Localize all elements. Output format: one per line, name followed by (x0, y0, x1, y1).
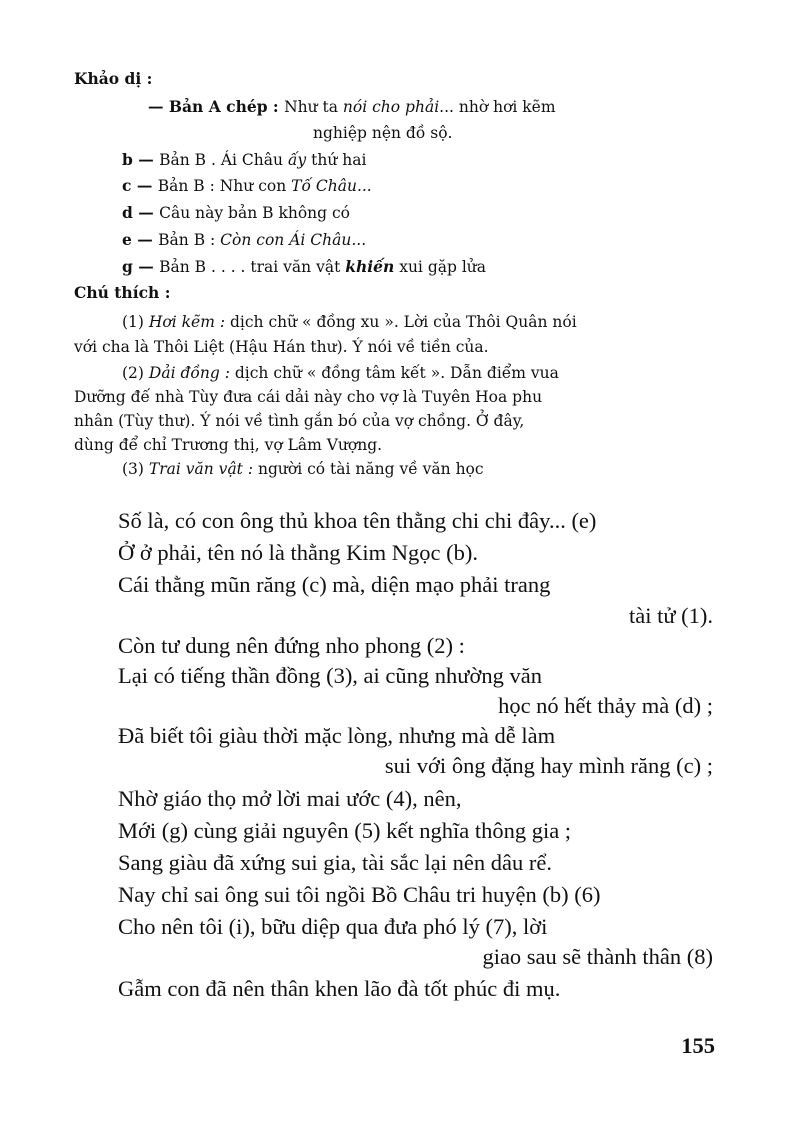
variant-g-post: xui gặp lửa (394, 258, 487, 276)
notes-heading: Chú thích : (74, 283, 171, 302)
variant-d (122, 200, 350, 226)
variant-e-prefix: e — (122, 230, 159, 249)
verse-line-6: Đã biết tôi giàu thời mặc lòng, nhưng mà dễ làm (118, 723, 556, 748)
verse-line-3: Cái thằng mũn răng (c) mà, diện mạo phải trang (118, 572, 551, 597)
note-2-number: (2) (122, 364, 144, 382)
variant-a-pre: Như ta (284, 98, 343, 116)
note-2-line-3: nhân (Tùy thư). Ý nói về tình gắn bó của vợ chồng. Ở đây, (74, 412, 525, 430)
verse-line-11: Cho nên tôi (i), bữu diệp qua đưa phó lý (7), lời (118, 914, 548, 939)
note-2-line-2: Dưỡng đế nhà Tùy đưa cái dải này cho vợ là Tuyên Hoa phu (74, 388, 543, 406)
verse-line-1: Số là, có con ông thủ khoa tên thằng chi chi đây... (e) (118, 508, 597, 533)
verse-line-7: Nhờ giáo thọ mở lời mai ước (4), nên, (118, 786, 462, 811)
variants-heading: Khảo dị : (74, 69, 153, 88)
variant-a-em: nói cho phải (342, 98, 440, 116)
variant-d-prefix: d — (122, 203, 160, 222)
variant-a-continuation: nghiệp nện đồ sộ. (313, 124, 453, 142)
verse-line-5: Lại có tiếng thần đồng (3), ai cũng nhường văn (118, 663, 542, 688)
variant-e (122, 227, 366, 253)
verse-line-11-cont: giao sau sẽ thành thân (8) (482, 944, 713, 969)
note-2-text-1: dịch chữ « đồng tâm kết ». Dẫn điểm vua (229, 364, 559, 382)
verse-line-10: Nay chỉ sai ông sui tôi ngồi Bồ Châu tri huyện (b) (6) (118, 882, 601, 907)
variant-b (122, 147, 366, 173)
verse-line-8: Mới (g) cùng giải nguyên (5) kết nghĩa thông gia ; (118, 818, 572, 843)
variant-b-pre: Bản B . Ái Châu (159, 151, 288, 169)
note-2-line-1 (122, 360, 559, 386)
note-3-text-1: người có tài năng về văn học (253, 460, 484, 478)
note-3-term: Trai văn vật : (148, 460, 254, 478)
note-1-number: (1) (122, 313, 144, 331)
variant-b-em: ấy (287, 151, 307, 169)
verse-line-12: Gẫm con đã nên thân khen lão đà tốt phúc đi mụ. (118, 976, 561, 1001)
note-2-term: Dải đồng : (148, 364, 230, 382)
variant-d-pre: Câu này bản B không có (159, 204, 350, 222)
variant-a (148, 94, 556, 120)
variant-e-pre: Bản B : (158, 231, 221, 249)
verse-line-5-cont: học nó hết thảy mà (d) ; (498, 693, 713, 718)
note-1-line-2: với cha là Thôi Liệt (Hậu Hán thư). Ý nói về tiền của. (74, 338, 489, 356)
verse-line-2: Ở ở phải, tên nó là thằng Kim Ngọc (b). (118, 540, 478, 565)
verse-line-6-cont: sui với ông đặng hay mình răng (c) ; (384, 753, 713, 778)
verse-line-4: Còn tư dung nên đứng nho phong (2) : (118, 633, 465, 658)
variant-g (122, 254, 486, 280)
note-3-number: (3) (122, 460, 144, 478)
verse-line-3-cont: tài tử (1). (628, 603, 713, 628)
variant-g-em: khiến (345, 257, 395, 276)
note-1-line-1 (122, 309, 577, 335)
page-number: 155 (681, 1033, 715, 1058)
variant-c-pre: Bản B : Như con (157, 177, 292, 195)
note-2-line-4: dùng để chỉ Trương thị, vợ Lâm Vượng. (74, 436, 383, 454)
variant-g-pre: Bản B . . . . trai văn vật (159, 258, 346, 276)
variant-a-prefix: — Bản A chép : (148, 97, 285, 116)
variant-a-post: ... nhờ hơi kẽm (439, 98, 556, 116)
note-3-line-1 (122, 456, 484, 482)
variant-e-em: Còn con Ái Châu... (220, 231, 367, 249)
variant-c (122, 173, 372, 199)
variant-b-prefix: b — (122, 150, 160, 169)
variant-b-post: thứ hai (306, 151, 367, 169)
note-1-text-1: dịch chữ « đồng xu ». Lời của Thôi Quân nói (225, 313, 577, 331)
variant-c-em: Tố Châu... (291, 177, 372, 195)
verse-line-9: Sang giàu đã xứng sui gia, tài sắc lại nên dâu rể. (118, 850, 552, 875)
note-1-term: Hơi kẽm : (148, 313, 226, 331)
variant-g-prefix: g — (122, 257, 160, 276)
variant-c-prefix: c — (122, 176, 158, 195)
